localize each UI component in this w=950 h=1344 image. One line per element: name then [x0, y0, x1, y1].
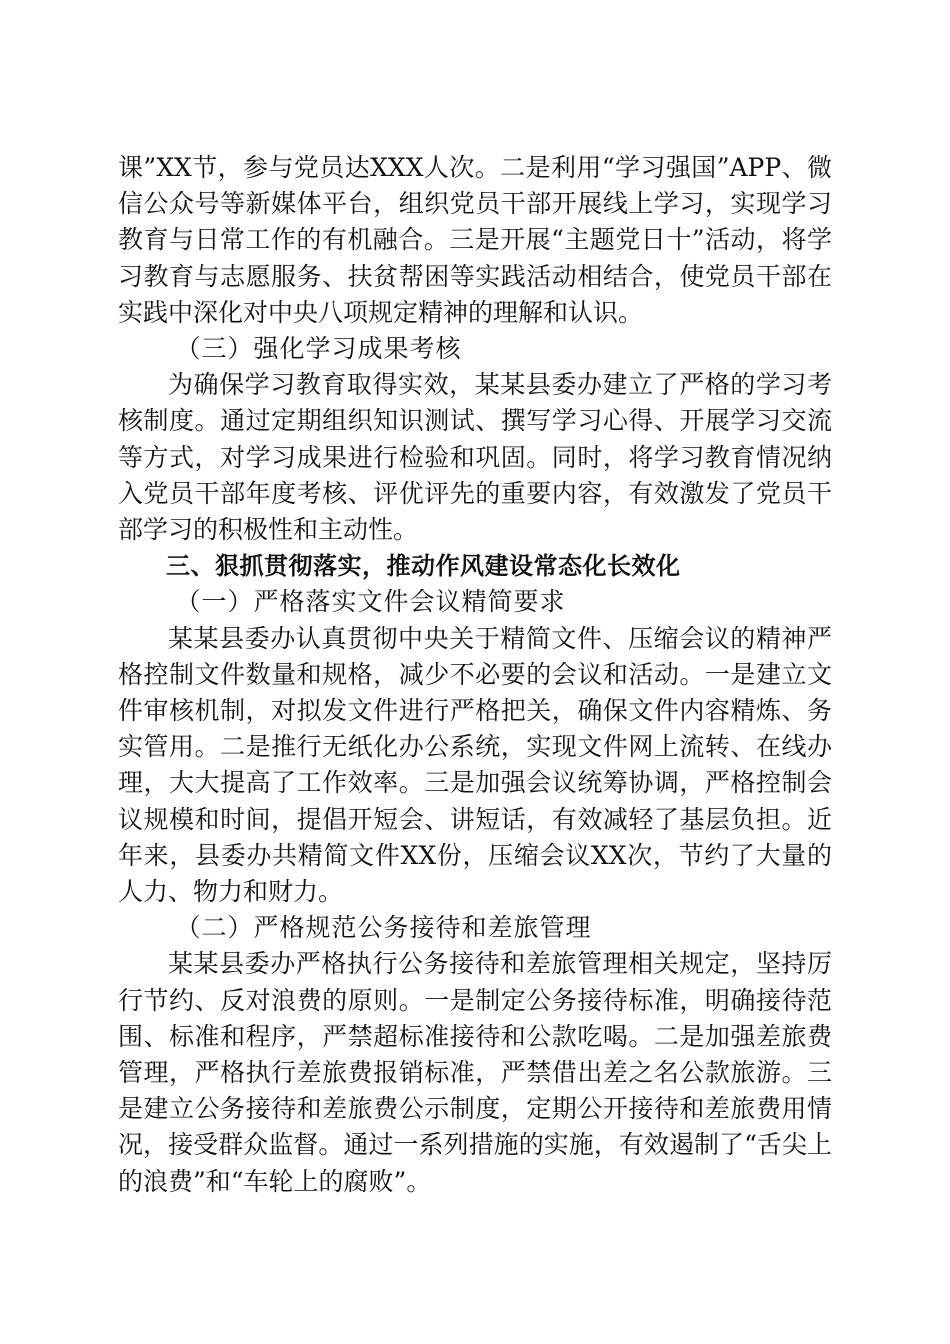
- section-heading-three: 三、狠抓贯彻落实，推动作风建设常态化长效化: [166, 552, 681, 581]
- subheading-reception-travel: （二）严格规范公务接待和差旅管理: [175, 913, 592, 943]
- paragraph-assessment: 为确保学习教育取得实效，某某县委办建立了严格的学习考核制度。通过定期组织知识测试、撰写学习心得、开展学习交流等方式，对学习成果进行检验和巩固。同时，将学习教育情况纳入党员干部年度考核、评优评先的重要内容，有效激发了党员干部学习的积极性和主动性。: [118, 370, 832, 545]
- subheading-strengthen-assessment: （三）强化学习成果考核: [175, 334, 462, 364]
- paragraph-reception: 某某县委办严格执行公务接待和差旅管理相关规定，坚持厉行节约、反对浪费的原则。一是制定公务接待标准，明确接待范围、标准和程序，严禁超标准接待和公款吃喝。二是加强差旅费管理，严格执行差旅费报销标准，严禁借出差之名公款旅游。三是建立公务接待和差旅费公示制度，定期公开接待和差旅费用情况，接受群众监督。通过一系列措施的实施，有效遏制了“舌尖上的浪费”和“车轮上的腐败”。: [118, 949, 832, 1196]
- document-body: [118, 150, 832, 1200]
- paragraph-streamline: 某某县委办认真贯彻中央关于精简文件、压缩会议的精神严格控制文件数量和规格，减少不必要的会议和活动。一是建立文件审核机制，对拟发文件进行严格把关，确保文件内容精炼、务实管用。二是推行无纸化办公系统，实现文件网上流转、在线办理，大大提高了工作效率。三是加强会议统筹协调，严格控制会议规模和时间，提倡开短会、讲短话，有效减轻了基层负担。近年来，县委办共精简文件XX份，压缩会议XX次，节约了大量的人力、物力和财力。: [118, 623, 832, 907]
- subheading-streamline-documents: （一）严格落实文件会议精简要求: [175, 587, 566, 617]
- paragraph-continued: 课”XX节，参与党员达XXX人次。二是利用“学习强国”APP、微信公众号等新媒体平台，组织党员干部开展线上学习，实现学习教育与日常工作的有机融合。三是开展“主题党日十”活动，将学习教育与志愿服务、扶贫帮困等实践活动相结合，使党员干部在实践中深化对中央八项规定精神的理解和认识。: [118, 153, 832, 327]
